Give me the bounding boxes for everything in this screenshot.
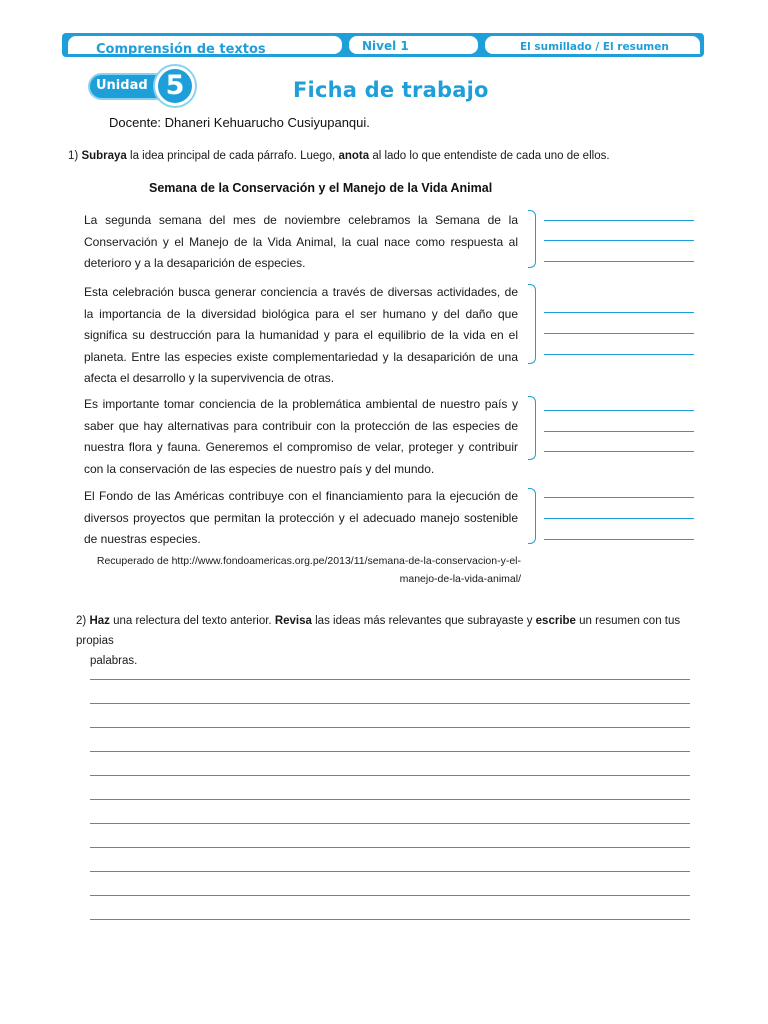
note-line[interactable] bbox=[544, 261, 694, 262]
reading-title: Semana de la Conservación y el Manejo de la Vida Animal bbox=[149, 181, 493, 195]
unit-number: 5 bbox=[165, 70, 185, 101]
note-line[interactable] bbox=[544, 497, 694, 498]
instruction-2 bbox=[76, 611, 716, 671]
reading-paragraph-3: Es importante tomar conciencia de la problemática ambiental de nuestro país y saber que hay alternativas para contribuir con la protección de las especies de nuestra flora y fauna. Generemos el compromiso de velar, proteger y contribuir con la conservación de las especies de nuestro país y del mundo. bbox=[84, 397, 518, 476]
header-section-label: Comprensión de textos bbox=[96, 42, 266, 57]
summary-write-line[interactable] bbox=[90, 799, 690, 800]
instruction-1-number: 1) bbox=[68, 150, 79, 162]
header-level-label: Nivel 1 bbox=[362, 39, 409, 53]
summary-write-line[interactable] bbox=[90, 823, 690, 824]
instruction-1-text-b: al lado lo que entendiste de cada uno de ellos. bbox=[369, 150, 610, 162]
instruction-2-verb-revisa: Revisa bbox=[274, 615, 312, 627]
summary-write-line[interactable] bbox=[90, 895, 690, 896]
instruction-2-verb-haz: Haz bbox=[89, 615, 110, 627]
instruction-1-text-a: la idea principal de cada párrafo. Luego, bbox=[126, 150, 339, 162]
summary-write-line[interactable] bbox=[90, 679, 690, 680]
note-line[interactable] bbox=[544, 410, 694, 411]
note-line[interactable] bbox=[544, 220, 694, 221]
note-line[interactable] bbox=[544, 431, 694, 432]
summary-write-line[interactable] bbox=[90, 727, 690, 728]
instruction-1-verb-subraya: Subraya bbox=[81, 150, 127, 162]
summary-write-line[interactable] bbox=[90, 703, 690, 704]
note-line[interactable] bbox=[544, 539, 694, 540]
note-bracket-2 bbox=[528, 284, 536, 364]
instruction-1 bbox=[68, 146, 728, 166]
note-line[interactable] bbox=[544, 518, 694, 519]
instruction-2-text-c: un resumen con tus propias bbox=[76, 615, 681, 647]
reading-paragraph-1: La segunda semana del mes de noviembre celebramos la Semana de la Conservación y el Manejo de la Vida Animal, la cual nace como respuesta al deterioro y a la desaparición de especies. bbox=[84, 213, 518, 271]
teacher-name: Docente: Dhaneri Kehuarucho Cusiyupanqui. bbox=[109, 115, 370, 130]
summary-write-line[interactable] bbox=[90, 775, 690, 776]
reading-paragraph-2: Esta celebración busca generar conciencia a través de diversas actividades, de la importancia de la diversidad biológica para el ser humano y del daño que significa su destrucción para la humanidad y para el equilibrio de la vida en el planeta. Entre las especies existe complementariedad y la desaparición de una afecta el desarrollo y la supervivencia de otras. bbox=[84, 285, 518, 386]
instruction-1-verb-anota: anota bbox=[338, 150, 370, 162]
instruction-2-text-d: palabras. bbox=[90, 655, 138, 667]
unit-label: Unidad bbox=[96, 78, 148, 93]
instruction-2-text-a: una relectura del texto anterior. bbox=[109, 615, 275, 627]
note-line[interactable] bbox=[544, 451, 694, 452]
note-line[interactable] bbox=[544, 312, 694, 313]
source-citation-line-1: Recuperado de http://www.fondoamericas.org.pe/2013/11/semana-de-la-conservacion-y-el- bbox=[96, 555, 521, 567]
summary-write-line[interactable] bbox=[90, 847, 690, 848]
header-topic-label: El sumillado / El resumen bbox=[520, 41, 669, 53]
note-line[interactable] bbox=[544, 354, 694, 355]
note-bracket-4 bbox=[528, 488, 536, 544]
instruction-2-number: 2) bbox=[76, 615, 87, 627]
note-line[interactable] bbox=[544, 333, 694, 334]
page-title: Ficha de trabajo bbox=[293, 78, 489, 102]
summary-write-line[interactable] bbox=[90, 919, 690, 920]
note-line[interactable] bbox=[544, 240, 694, 241]
note-bracket-1 bbox=[528, 210, 536, 268]
source-citation bbox=[88, 552, 521, 588]
summary-write-line[interactable] bbox=[90, 871, 690, 872]
summary-write-line[interactable] bbox=[90, 751, 690, 752]
instruction-2-text-b: las ideas más relevantes que subrayaste y bbox=[311, 615, 536, 627]
note-bracket-3 bbox=[528, 396, 536, 460]
reading-paragraph-4: El Fondo de las Américas contribuye con el financiamiento para la ejecución de diversos proyectos que permitan la protección y el adecuado manejo sostenible de nuestras especies. bbox=[84, 489, 518, 547]
instruction-2-verb-escribe: escribe bbox=[535, 615, 576, 627]
source-citation-line-2: manejo-de-la-vida-animal/ bbox=[399, 573, 521, 585]
